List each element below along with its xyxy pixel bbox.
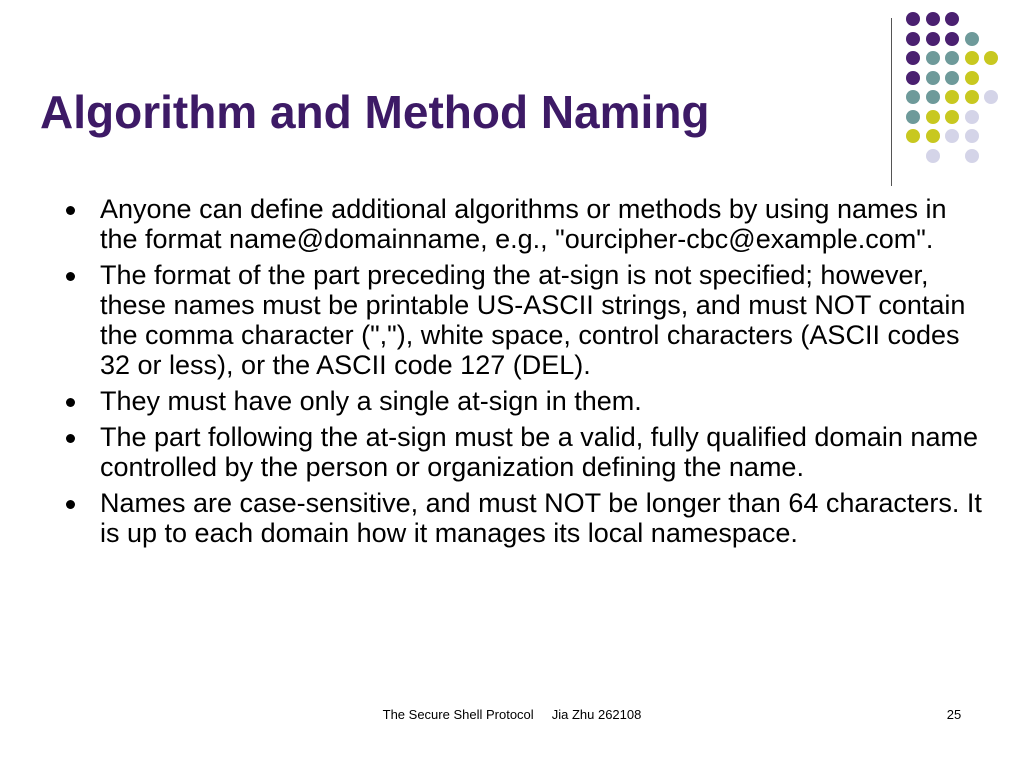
bullet-text: The format of the part preceding the at-sign is not specified; however, these names must be printable US-ASCII strings, and must NOT contain the comma character (","), white space, control characters (ASCII codes 32 or less), or the ASCII code 127 (DEL). [100, 260, 966, 380]
decorative-dot [926, 149, 940, 163]
bullet-item [64, 194, 984, 254]
decorative-dot [945, 110, 959, 124]
bullet-item [64, 260, 984, 380]
bullet-dot-icon [66, 500, 75, 509]
decorative-dot-grid [906, 12, 1006, 172]
decorative-dot [926, 51, 940, 65]
decorative-dot [945, 129, 959, 143]
decorative-dot [965, 71, 979, 85]
decorative-dot [945, 12, 959, 26]
bullet-dot-icon [66, 398, 75, 407]
bullet-text: Anyone can define additional algorithms or methods by using names in the format name@domainname, e.g., "ourcipher-cbc@example.com". [100, 194, 947, 254]
bullet-item [64, 422, 984, 482]
decorative-dot [945, 32, 959, 46]
bullet-dot-icon [66, 206, 75, 215]
bullet-item [64, 386, 984, 416]
decorative-dot [926, 129, 940, 143]
decorative-dot [906, 12, 920, 26]
decorative-dot [965, 90, 979, 104]
decorative-dot [926, 90, 940, 104]
bullet-text: They must have only a single at-sign in them. [100, 386, 642, 416]
decorative-dot [965, 32, 979, 46]
decorative-dot [945, 51, 959, 65]
decorative-dot [984, 90, 998, 104]
page-number: 25 [946, 707, 962, 722]
bullet-dot-icon [66, 434, 75, 443]
decorative-dot [906, 32, 920, 46]
decorative-dot [945, 71, 959, 85]
decorative-dot [984, 51, 998, 65]
decorative-dot [926, 12, 940, 26]
decorative-dot [926, 32, 940, 46]
bullet-item [64, 488, 984, 548]
bullet-text: Names are case-sensitive, and must NOT be longer than 64 characters. It is up to each domain how it manages its local namespace. [100, 488, 982, 548]
slide-title: Algorithm and Method Naming [40, 86, 710, 138]
decorative-dot [906, 51, 920, 65]
decorative-dot [906, 71, 920, 85]
decorative-dot [945, 90, 959, 104]
bullet-dot-icon [66, 272, 75, 281]
decorative-dot [965, 129, 979, 143]
decorative-dot [965, 149, 979, 163]
vertical-divider [891, 18, 892, 186]
decorative-dot [906, 129, 920, 143]
decorative-dot [926, 71, 940, 85]
footer-presentation-info: The Secure Shell Protocol Jia Zhu 262108 [382, 707, 642, 722]
decorative-dot [906, 110, 920, 124]
decorative-dot [926, 110, 940, 124]
decorative-dot [965, 51, 979, 65]
decorative-dot [965, 110, 979, 124]
bullet-text: The part following the at-sign must be a valid, fully qualified domain name controlled by the person or organization defining the name. [100, 422, 978, 482]
decorative-dot [906, 90, 920, 104]
bullet-list [64, 194, 984, 554]
